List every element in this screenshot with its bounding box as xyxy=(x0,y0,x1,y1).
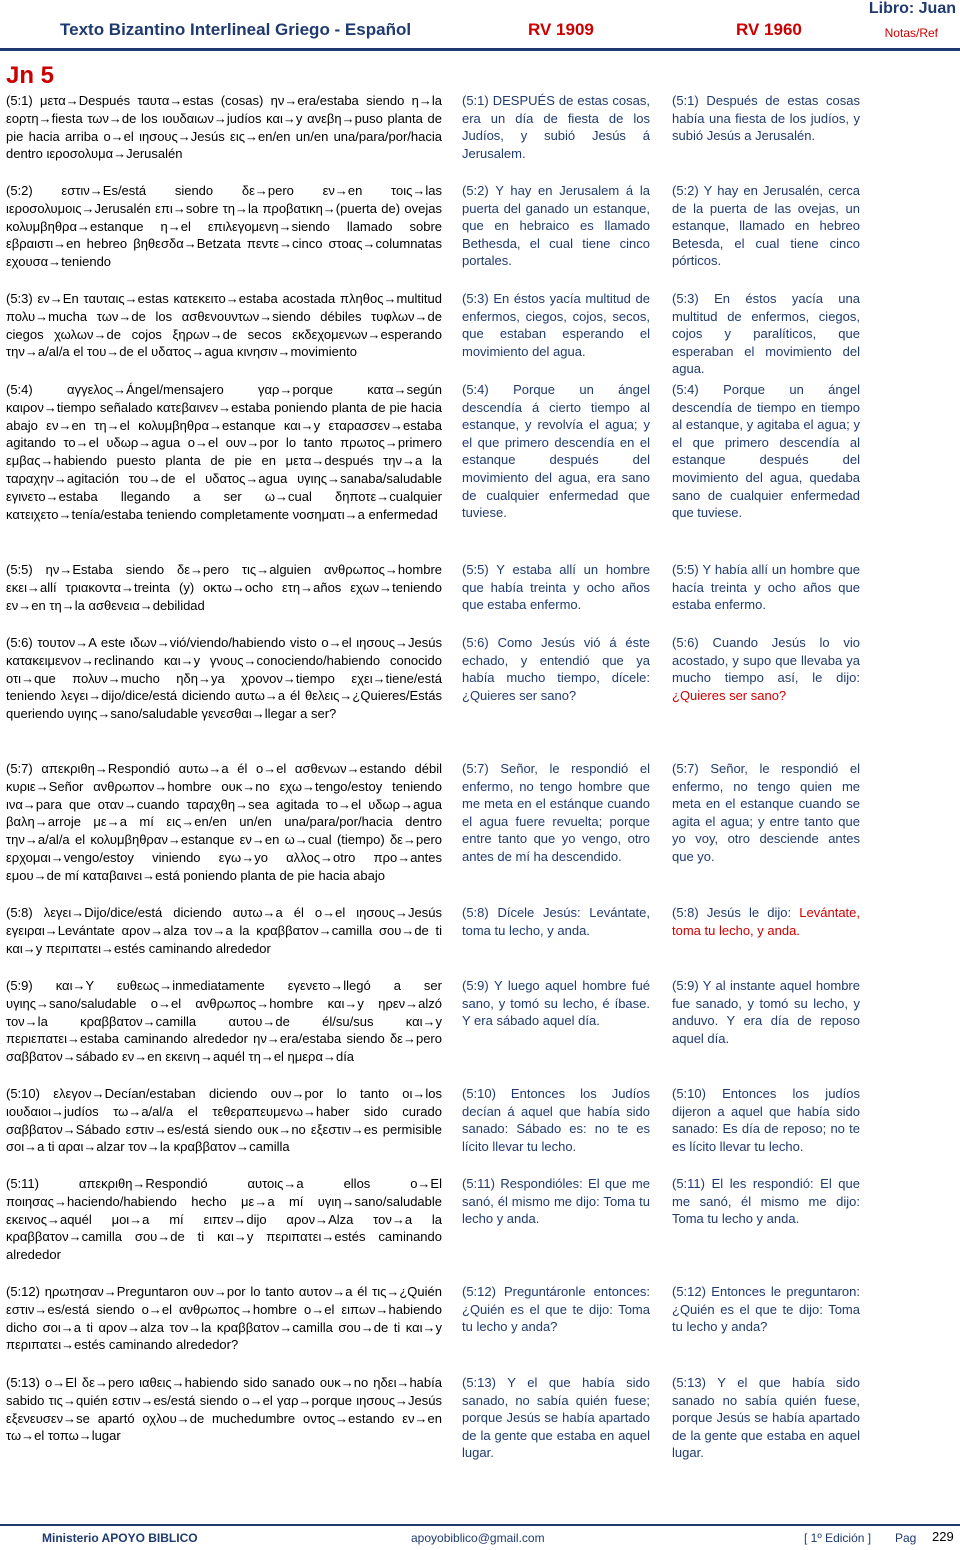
greek-interlinear-text: (5:1) μετα→Después ταυτα→estas (cosas) ην→era/estaba siendo η→la εορτη→fiesta των→de los ιουδαιων→judíos και→y ανεβη→puso planta de pie hacia arriba ο→el ιησους→Jesús εις→en/en un/en una/para/por/hacia dentro ιεροσολυμα→Jerusalén xyxy=(6,93,442,162)
rv1909-text: (5:6) Como Jesús vió á éste echado, y entendió que ya había mucho tiempo, dícele: ¿Quieres ser sano? xyxy=(462,635,650,703)
rv1960-text: (5:11) El les respondió: El que me sanó, él mismo me dijo: Toma tu lecho y anda. xyxy=(672,1176,860,1227)
greek-interlinear-text: (5:11) απεκριθη→Respondió αυτοις→a ellos ο→El ποιησας→haciendo/habiendo hecho με→a mí υγιη→sano/saludable εκεινος→aquél μοι→a mí ειπεν→dijo αρον→Alza τον→a la κραββατον→camilla σου→de ti και→y περιπατει→estés caminando alrededor xyxy=(6,1176,442,1263)
rv1909-text: (5:3) En éstos yacía multitud de enfermos, ciegos, cojos, secos, que estaban esperando el movimiento del agua. xyxy=(462,291,650,359)
greek-interlinear-text: (5:12) ηρωτησαν→Preguntaron ουν→por lo tanto αυτον→a él τις→¿Quién εστιν→es/está siendo ο→el ανθρωπος→hombre ο→el ειπων→habiendo dicho σοι→a ti αρον→alza τον→la κραββατον→camilla σου→de ti και→y περιπατει→estés caminando alrededor? xyxy=(6,1284,442,1353)
greek-interlinear-text: (5:10) ελεγον→Decían/estaban diciendo ουν→por lo tanto οι→los ιουδαιοι→judíos τω→a/al/a el τεθεραπευμενω→haber sido curado σαββατον→Sábado εστιν→es/está siendo ουκ→no εξεστιν→es permisible σοι→a ti αραι→alzar τον→la κραββατον→camilla xyxy=(6,1086,442,1155)
page-footer xyxy=(0,1524,960,1550)
greek-interlinear-text: (5:3) εν→En ταυταις→estas κατεκειτο→estaba acostada πληθος→multitud πολυ→mucha των→de los ασθενουντων→siendo débiles τυφλων→de ciegos χωλων→de cojos ξηρων→de secos εκδεχομενων→esperando την→a/al/a el του→de el υδατος→agua κινησιν→movimiento xyxy=(6,291,442,360)
footer-email-link[interactable]: apoyobiblico@gmail.com xyxy=(411,1531,545,1545)
greek-interlinear-text: (5:7) απεκριθη→Respondió αυτω→a él ο→el ασθενων→estando débil κυριε→Señor ανθρωπον→hombre ουκ→no εχω→tengo/estoy teniendo ινα→para que οταν→cuando ταραχθη→sea agitada το→el υδωρ→agua βαλη→arroje με→a mí εις→en/en un/en una/para/por/hacia dentro την→a/al/a el κολυμβηθραν→estanque εν→en ω→cual (tiempo) δε→pero ερχομαι→vengo/estoy viniendo εγω→yo αλλος→otro προ→antes εμου→de mí καταβαινει→está poniendo planta de pie hacia abajo xyxy=(6,761,442,883)
rv1909-text: (5:9) Y luego aquel hombre fué sano, y tomó su lecho, é íbase. Y era sábado aquel día. xyxy=(462,978,650,1029)
rv1960-text: (5:1) Después de estas cosas había una fiesta de los judíos, y subió Jesús a Jerusalén. xyxy=(672,93,860,144)
rv1960-text: (5:2) Y hay en Jerusalén, cerca de la puerta de las ovejas, un estanque, llamado en hebreo Betesda, el cual tiene cinco pórticos. xyxy=(672,183,860,269)
rv1909-text: (5:5) Y estaba allí un hombre que había treinta y ocho años que estaba enfermo. xyxy=(462,562,650,613)
rv1960-text: (5:5) Y había allí un hombre que hacía treinta y ocho años que estaba enfermo. xyxy=(672,562,860,613)
greek-interlinear-text: (5:4) αγγελος→Ángel/mensajero γαρ→porque κατα→según καιρον→tiempo señalado κατεβαινεν→estaba poniendo planta de pie hacia abajo εν→en τη→el κολυμβηθρα→estanque και→y εταρασσεν→estaba agitando το→el υδωρ→agua ο→el ουν→por lo tanto πρωτος→primero εμβας→habiendo puesto planta de pie en μετα→después την→a la ταραχην→agitación του→de el υδατος→agua υγιης→sanaba/saludable εγινετο→estaba llegando a ser ω→cual δηποτε→cualquier κατειχετο→tenía/estaba teniendo completamente νοσηματι→a enfermedad xyxy=(6,382,442,522)
greek-interlinear-text: (5:2) εστιν→Es/está siendo δε→pero εν→en τοις→las ιεροσολυμοις→Jerusalén επι→sobre τη→la προβατικη→(puerta de) ovejas κολυμβηθρα→estanque η→el επιλεγομενη→siendo llamado sobre εβραιστι→en hebreo βηθεσδα→Betzata πεντε→cinco στοας→columnatas εχουσα→teniendo xyxy=(6,183,442,270)
rv1960-text: (5:3) En éstos yacía una multitud de enfermos, ciegos, cojos y paralíticos, que esperaban el movimiento del agua. xyxy=(672,291,860,377)
rv1909-text: (5:7) Señor, le respondió el enfermo, no tengo hombre que me meta en el estánque cuando el agua fuere revuelta; porque entre tanto que yo vengo, otro antes de mí ha descendido. xyxy=(462,761,650,864)
rv1909-text: (5:10) Entonces los Judíos decían á aquel que había sido sanado: Sábado es: no te es lícito llevar tu lecho. xyxy=(462,1086,650,1154)
rv1960-text: (5:12) Entonces le preguntaron: ¿Quién es el que te dijo: Toma tu lecho y anda? xyxy=(672,1284,860,1335)
rv1909-text: (5:4) Porque un ángel descendía á cierto tiempo al estanque, y revolvía el agua; y el que primero descendía en el estanque después del movimiento del agua, era sano de cualquier enfermedad que tuviese. xyxy=(462,382,650,521)
rv1960-text: (5:4) Porque un ángel descendía de tiempo en tiempo al estanque, y agitaba el agua; y el que primero descendía al estanque después del movimiento del agua, quedaba sano de cualquier enfermedad que tuviese. xyxy=(672,382,860,521)
book-label: Libro: Juan xyxy=(868,0,956,17)
rv1909-text: (5:11) Respondióles: El que me sanó, él mismo me dijo: Toma tu lecho y anda. xyxy=(462,1176,650,1227)
page-header xyxy=(0,0,960,51)
greek-interlinear-text: (5:8) λεγει→Dijo/dice/está diciendo αυτω→a él ο→el ιησους→Jesús εγειραι→Levántate αρον→alza τον→a la κραββατον→camilla σου→de ti και→y περιπατει→estés caminando alrededor xyxy=(6,905,442,956)
notes-ref-link[interactable]: Notas/Ref xyxy=(884,26,938,40)
document-title: Texto Bizantino Interlineal Griego - Español xyxy=(60,20,412,39)
rv1960-text xyxy=(672,904,860,939)
column-heading-rv1960: RV 1960 xyxy=(736,20,802,39)
rv1960-text: (5:7) Señor, le respondió el enfermo, no tengo quien me meta en el estanque cuando se agita el agua; y entre tanto que yo voy, otro desciende antes que yo. xyxy=(672,761,860,864)
footer-ministry: Ministerio APOYO BIBLICO xyxy=(42,1531,198,1545)
footer-edition: [ 1º Edición ] xyxy=(804,1531,872,1545)
footer-page-label: Pag xyxy=(895,1531,917,1545)
rv1909-text: (5:2) Y hay en Jerusalem á la puerta del ganado un estanque, que en hebraico es llamado Bethesda, el cual tiene cinco portales. xyxy=(462,183,650,269)
rv1909-text: (5:1) DESPUÉS de estas cosas, era un día de fiesta de los Judíos, y subió Jesús á Jerusalem. xyxy=(462,93,650,161)
greek-interlinear-text: (5:5) ην→Estaba siendo δε→pero τις→alguien ανθρωπος→hombre εκει→allí τριακοντα→treinta (y) οκτω→ocho ετη→años εχων→teniendo εν→en τη→la ασθενεια→debilidad xyxy=(6,562,442,613)
rv1960-narrative: (5:6) Cuando Jesús lo vio acostado, y supo que llevaba ya mucho tiempo así, le dijo: xyxy=(672,635,860,686)
rv1960-text xyxy=(672,634,860,704)
rv1960-text: (5:10) Entonces los judíos dijeron a aquel que había sido sanado: Es día de reposo; no te es lícito llevar tu lecho. xyxy=(672,1086,860,1154)
greek-interlinear-text: (5:13) ο→El δε→pero ιαθεις→habiendo sido sanado ουκ→no ηδει→había sabido τις→quién εστιν→es/está siendo ο→el γαρ→porque ιησους→Jesús εξενευσεν→se apartó οχλου→de muchedumbre οντος→estando εν→en τω→el τοπω→lugar xyxy=(6,1375,442,1444)
rv1960-words-of-jesus: Levántate, toma tu lecho, y anda. xyxy=(672,905,860,938)
rv1960-text: (5:13) Y el que había sido sanado no sabía quién fuese, porque Jesús se había apartado de la gente que estaba en aquel lugar. xyxy=(672,1375,860,1461)
rv1960-narrative: (5:8) Jesús le dijo: xyxy=(672,905,800,920)
rv1909-text: (5:8) Dícele Jesús: Levántate, toma tu lecho, y anda. xyxy=(462,905,650,938)
rv1960-words-of-jesus: ¿Quieres ser sano? xyxy=(672,687,787,703)
column-heading-rv1909: RV 1909 xyxy=(528,20,594,39)
greek-interlinear-text: (5:9) και→Y ευθεως→inmediatamente εγενετο→llegó a ser υγιης→sano/saludable ο→el ανθρωπος→hombre και→y ηρεν→alzó τον→la κραββατον→camilla αυτου→de él/su/sus και→y περιεπατει→estaba caminando alrededor ην→era/estaba siendo δε→pero σαββατον→sábado εν→en εκεινη→aquél τη→el ημερα→día xyxy=(6,978,442,1065)
footer-page-number: 229 xyxy=(932,1529,954,1544)
rv1909-text: (5:13) Y el que había sido sanado, no sabía quién fuese; porque Jesús se había apartado de la gente que estaba en aquel lugar. xyxy=(462,1375,650,1461)
chapter-heading: Jn 5 xyxy=(6,62,55,89)
greek-interlinear-text: (5:6) τουτον→A este ιδων→vió/viendo/habiendo visto ο→el ιησους→Jesús κατακειμενον→reclinando και→y γνους→conociendo/habiendo conocido οτι→que πολυν→mucho ηδη→ya χρονον→tiempo εχει→tiene/está teniendo λεγει→dijo/dice/está diciendo αυτω→a él θελεις→¿Quieres/Estás queriendo υγιης→sano/saludable γενεσθαι→llegar a ser? xyxy=(6,635,442,722)
rv1909-text: (5:12) Preguntáronle entonces: ¿Quién es el que te dijo: Toma tu lecho y anda? xyxy=(462,1284,650,1335)
rv1960-text: (5:9) Y al instante aquel hombre fue sanado, y tomó su lecho, y anduvo. Y era día de reposo aquel día. xyxy=(672,978,860,1046)
